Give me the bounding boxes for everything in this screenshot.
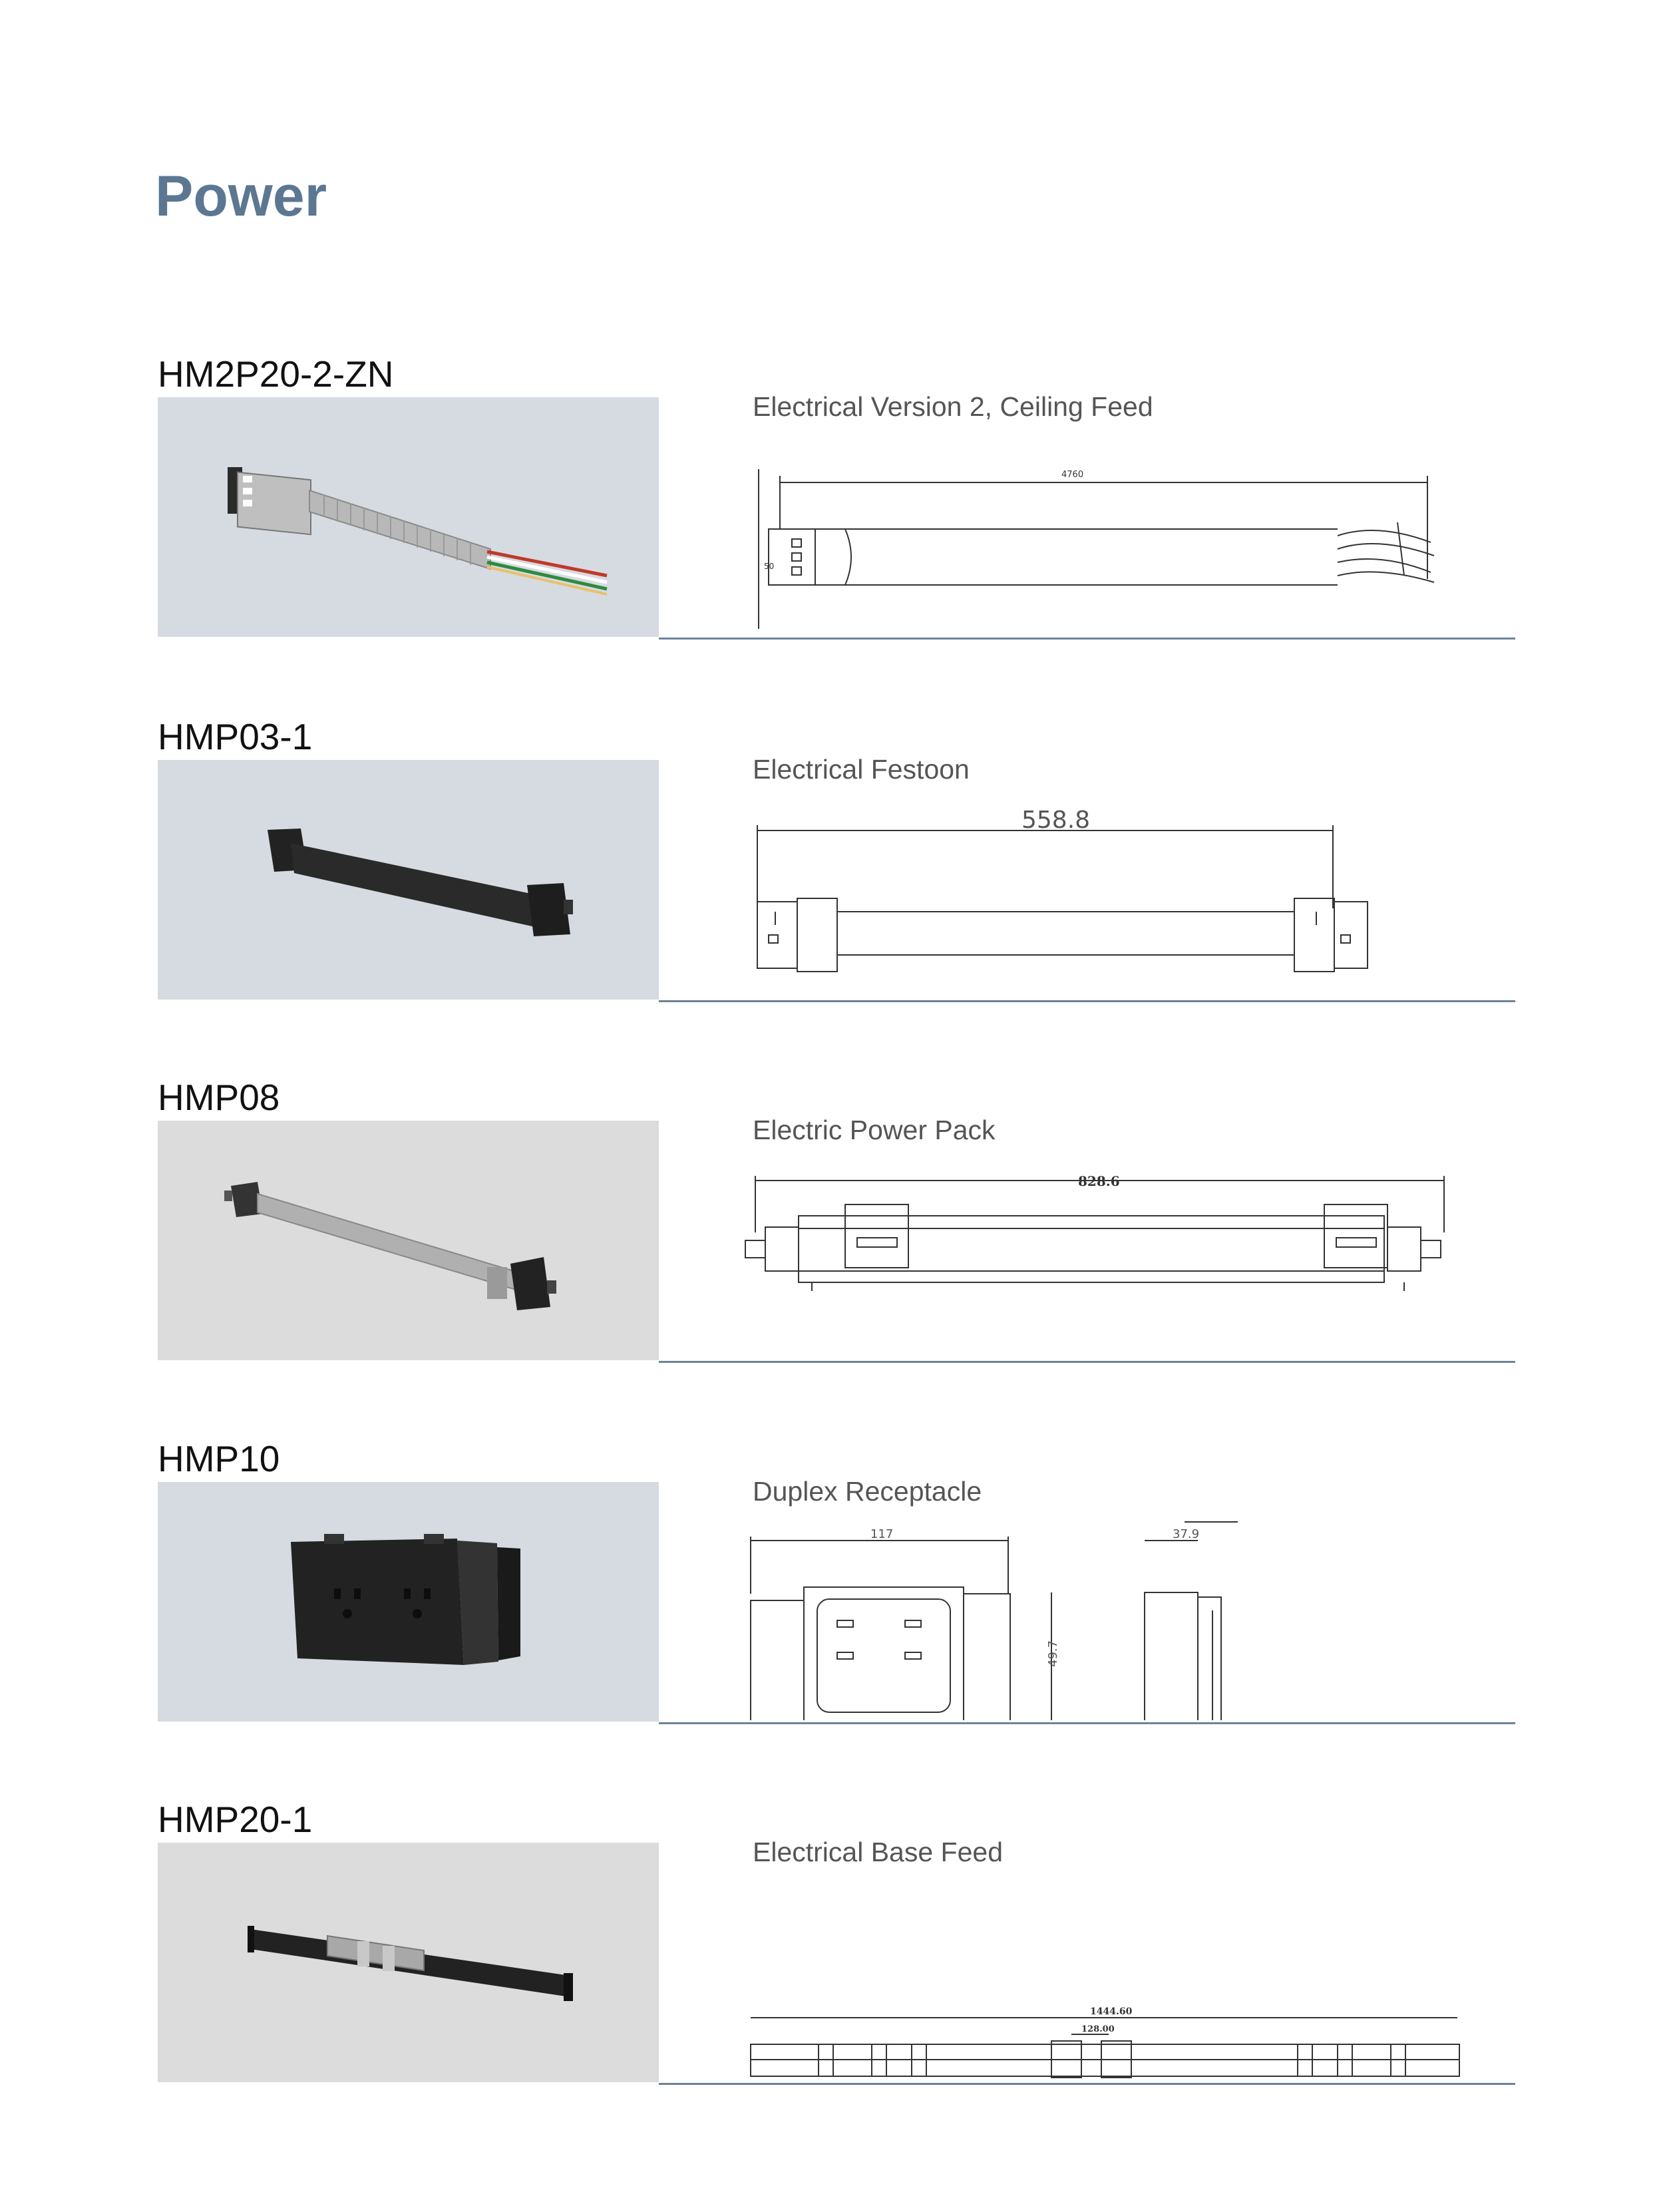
product-code: HMP03-1 [158,716,313,757]
section-divider [659,1722,1515,1724]
dimension-label: 117 [870,1527,894,1541]
section-divider [659,2083,1515,2085]
product-section [0,1079,1659,1442]
page-title: Power [155,164,327,228]
technical-drawing [739,436,1504,636]
product-description: Electrical Base Feed [753,1837,1004,1867]
product-description: Electric Power Pack [753,1115,996,1145]
product-code: HMP08 [158,1077,280,1118]
dimension-label: 50 [764,562,775,571]
product-section [0,1801,1659,2164]
product-section [0,353,1659,719]
product-code: HMP10 [158,1438,280,1479]
product-code: HMP20-1 [158,1799,313,1840]
product-code: HM2P20-2-ZN [158,353,394,395]
dimension-label: 1444.60 [1090,2006,1133,2017]
product-photo [158,397,659,637]
section-divider [659,638,1515,640]
product-description: Duplex Receptacle [753,1476,982,1507]
product-photo [158,1482,659,1722]
product-section [0,716,1659,1081]
dimension-label: 49.7 [1046,1640,1060,1667]
product-photo [158,1843,659,2082]
product-photo [158,760,659,1000]
dimension-label: 828.6 [1078,1173,1120,1189]
section-divider [659,1000,1515,1002]
technical-drawing [739,1159,1504,1359]
dimension-label: 558.8 [1021,807,1091,834]
product-description: Electrical Version 2, Ceiling Feed [753,391,1153,422]
product-section [0,1438,1659,1803]
technical-drawing [739,1521,1504,1720]
technical-drawing [739,799,1504,998]
dimension-label: 37.9 [1173,1527,1200,1541]
section-divider [659,1361,1515,1363]
product-photo [158,1121,659,1360]
technical-drawing [739,1881,1504,2081]
dimension-label: 128.00 [1081,2024,1115,2034]
dimension-label: 4760 [1061,470,1084,480]
product-description: Electrical Festoon [753,754,970,785]
